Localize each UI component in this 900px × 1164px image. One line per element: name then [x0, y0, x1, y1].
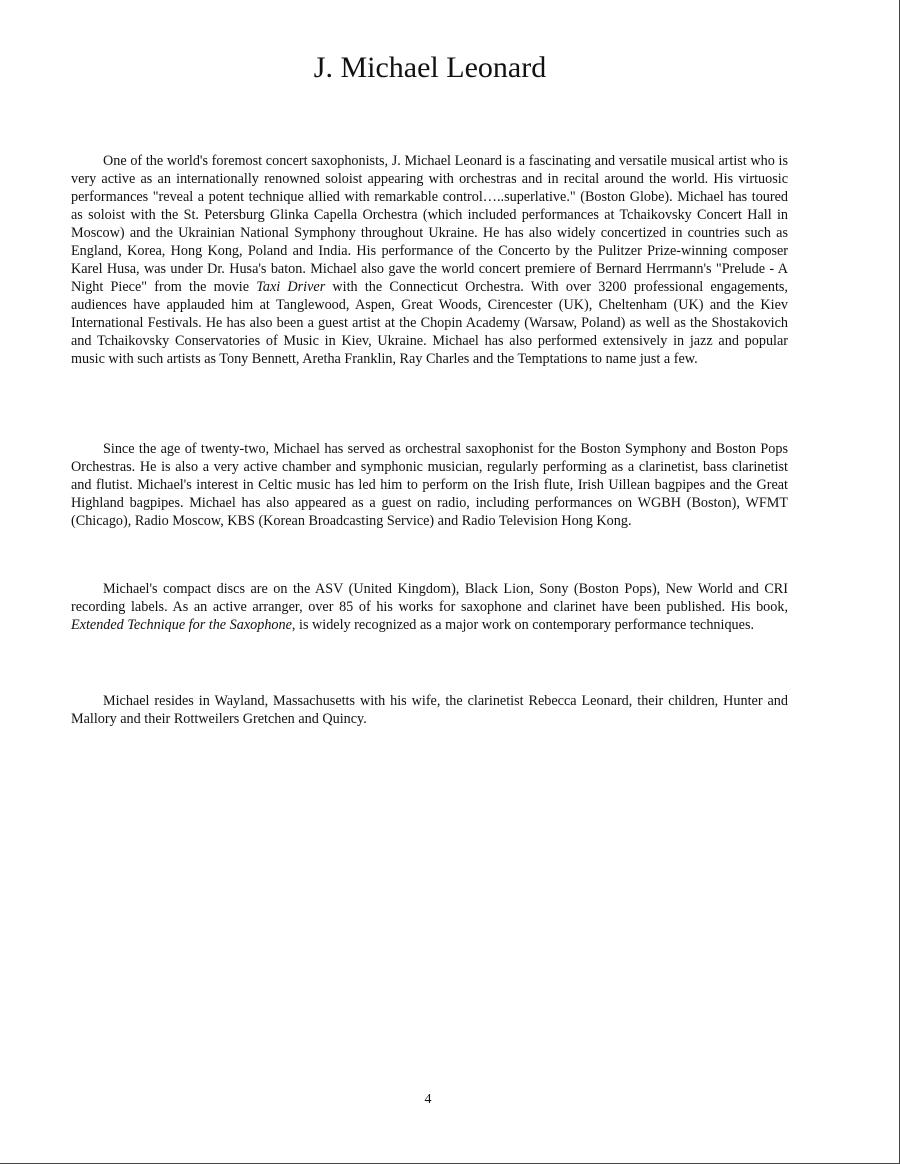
page-title: J. Michael Leonard — [313, 51, 547, 84]
paragraph-text: One of the world's foremost concert saxophonists, J. Michael Leonard is a fascinating and versatile musical artist who is very active as an internationally renowned soloist appearing with orchestras and in recital around the world. His virtuosic performances "reveal a potent technique allied with remarkable control…..superlative." (Boston Globe). Michael has toured as soloist with the St. Petersburg Glinka Capella Orchestra (which included performances at Tchaikovsky Concert Hall in Moscow) and the Ukrainian National Symphony throughout Ukraine. He has also widely concertized in countries such as England, Korea, Hong Kong, Poland and India. His performance of the Concerto by the Pulitzer Prize-winning composer Karel Husa, was under Dr. Husa's baton. Michael also gave the world concert premiere of Bernard Herrmann's "Prelude - A Night Piece" from the movie — [71, 153, 788, 295]
paragraph-recordings — [71, 580, 788, 634]
movie-title-italic: Taxi Driver — [256, 279, 326, 295]
paragraph-text: , is widely recognized as a major work on contemporary performance techniques. — [291, 617, 755, 633]
paragraph-biography-intro — [71, 152, 788, 368]
paragraph-text: with the Connecticut Orchestra. With over 3200 professional engagements, audiences have applauded him at Tanglewood, Aspen, Great Woods, Cirencester (UK), Cheltenham (UK) and the Kiev International Festivals. He has also been a guest artist at the Chopin Academy (Warsaw, Poland) as well as the Shostakovich and Tchaikovsky Conservatories of Music in Kiev, Ukraine. Michael has also performed extensively in jazz and popular music with such artists as Tony Bennett, Aretha Franklin, Ray Charles and the Temptations to name just a few. — [71, 279, 788, 367]
paragraph-orchestral-career: Since the age of twenty-two, Michael has served as orchestral saxophonist for the Boston Symphony and Boston Pops Orchestras. He is also a very active chamber and symphonic musician, regularly performing as a clarinetist, bass clarinetist and flutist. Michael's interest in Celtic music has led him to perform on the Irish flute, Irish Uillean bagpipes and the Great Highland bagpipes. Michael has also appeared as a guest on radio, including performances on WGBH (Boston), WFMT (Chicago), Radio Moscow, KBS (Korean Broadcasting Service) and Radio Television Hong Kong. — [71, 441, 788, 529]
page-number: 4 — [424, 1092, 432, 1107]
paragraph-personal: Michael resides in Wayland, Massachusetts with his wife, the clarinetist Rebecca Leonard, their children, Hunter and Mallory and their Rottweilers Gretchen and Quincy. — [71, 693, 788, 727]
book-title-italic: Extended Technique for the Saxophone — [71, 617, 292, 633]
paragraph-text: Michael's compact discs are on the ASV (United Kingdom), Black Lion, Sony (Boston Pops), New World and CRI recording labels. As an active arranger, over 85 of his works for saxophone and clarinet have been published. His book, — [71, 581, 788, 615]
